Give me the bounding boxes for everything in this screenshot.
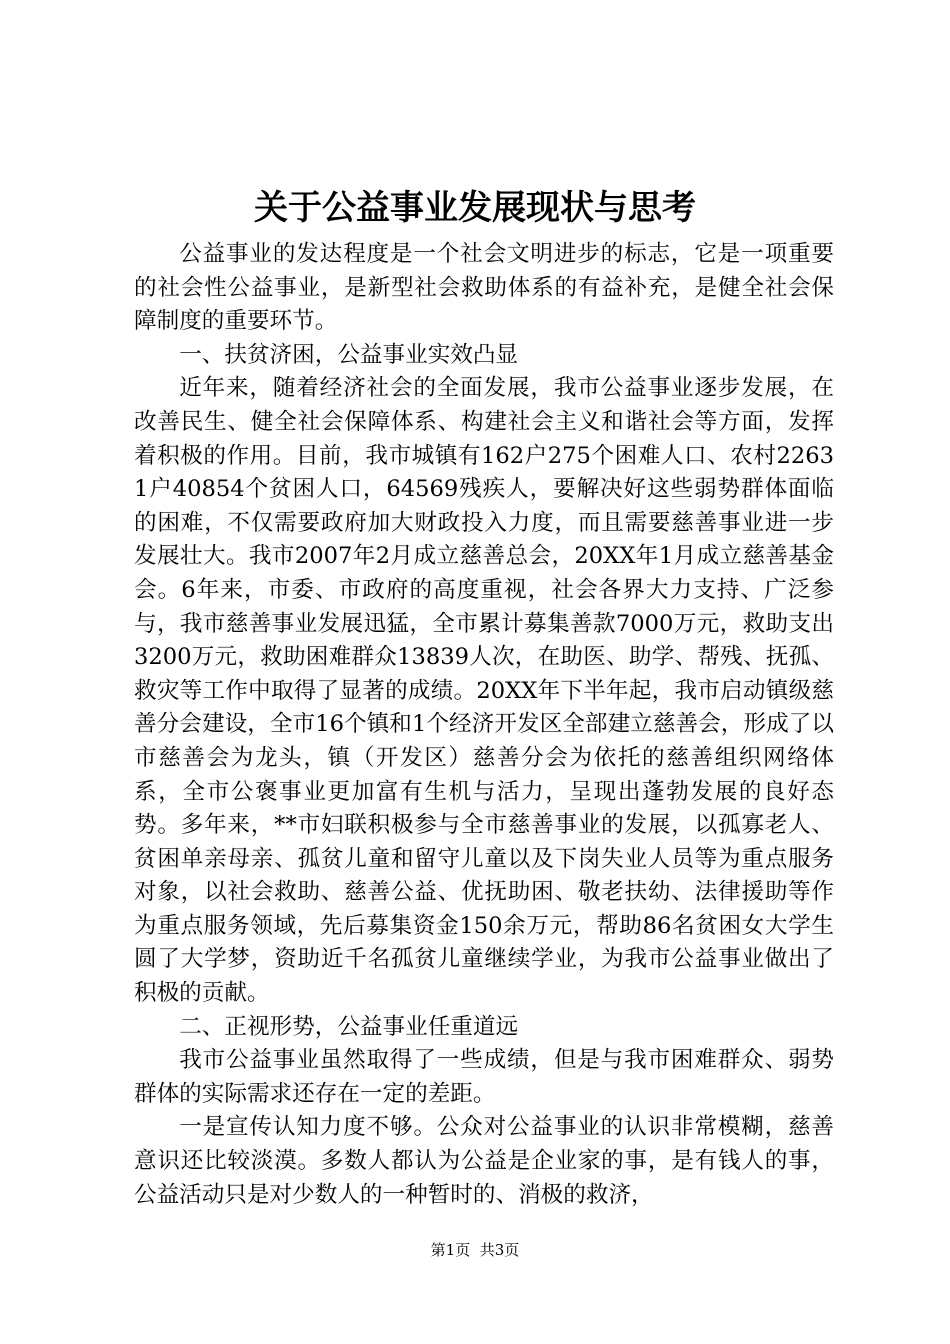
section-2-point-1: 一是宣传认知力度不够。公众对公益事业的认识非常模糊，慈善意识还比较淡漠。多数人都认为公益是企业家的事，是有钱人的事，公益活动只是对少数人的一种暂时的、消极的救济， — [134, 1114, 834, 1208]
section-2-paragraph: 我市公益事业虽然取得了一些成绩，但是与我市困难群众、弱势群体的实际需求还存在一定的差距。 — [134, 1047, 834, 1107]
document-title: 关于公益事业发展现状与思考 — [254, 188, 696, 228]
section-heading-1: 一、扶贫济困，公益事业实效凸显 — [179, 341, 519, 368]
page-footer — [0, 1240, 950, 1260]
page-total: 共3页 — [479, 1241, 520, 1259]
section-1-paragraph: 近年来，随着经济社会的全面发展，我市公益事业逐步发展，在改善民生、健全社会保障体系、构建社会主义和谐社会等方面，发挥着积极的作用。目前，我市城镇有162户275个困难人口、农村22631户40854个贫困人口，64569残疾人，要解决好这些弱势群体面临的困难，不仅需要政府加大财政投入力度，而且需要慈善事业进一步发展壮大。我市2007年2月成立慈善总会，20XX年1月成立慈善基金会。6年来，市委、市政府的高度重视，社会各界大力支持、广泛参与，我市慈善事业发展迅猛，全市累计募集善款7000万元，救助支出3200万元，救助困难群众13839人次，在助医、助学、帮残、抚孤、救灾等工作中取得了显著的成绩。20XX年下半年起，我市启动镇级慈善分会建设，全市16个镇和1个经济开发区全部建立慈善会，形成了以市慈善会为龙头，镇（开发区）慈善分会为依托的慈善组织网络体系，全市公褒事业更加富有生机与活力，呈现出蓬勃发展的良好态势。多年来，**市妇联积极参与全市慈善事业的发展，以孤寡老人、贫困单亲母亲、孤贫儿童和留守儿童以及下岗失业人员等为重点服务对象，以社会救助、慈善公益、优抚助困、敬老扶幼、法律援助等作为重点服务领域，先后募集资金150余万元，帮助86名贫困女大学生圆了大学梦，资助近千名孤贫儿童继续学业，为我市公益事业做出了积极的贡献。 — [134, 375, 834, 1007]
intro-paragraph: 公益事业的发达程度是一个社会文明进步的标志，它是一项重要的社会性公益事业，是新型社会救助体系的有益补充，是健全社会保障制度的重要环节。 — [134, 241, 834, 335]
section-heading-2: 二、正视形势，公益事业任重道远 — [179, 1013, 519, 1040]
document-body — [134, 238, 834, 1212]
page-number: 第1页 — [430, 1241, 471, 1259]
